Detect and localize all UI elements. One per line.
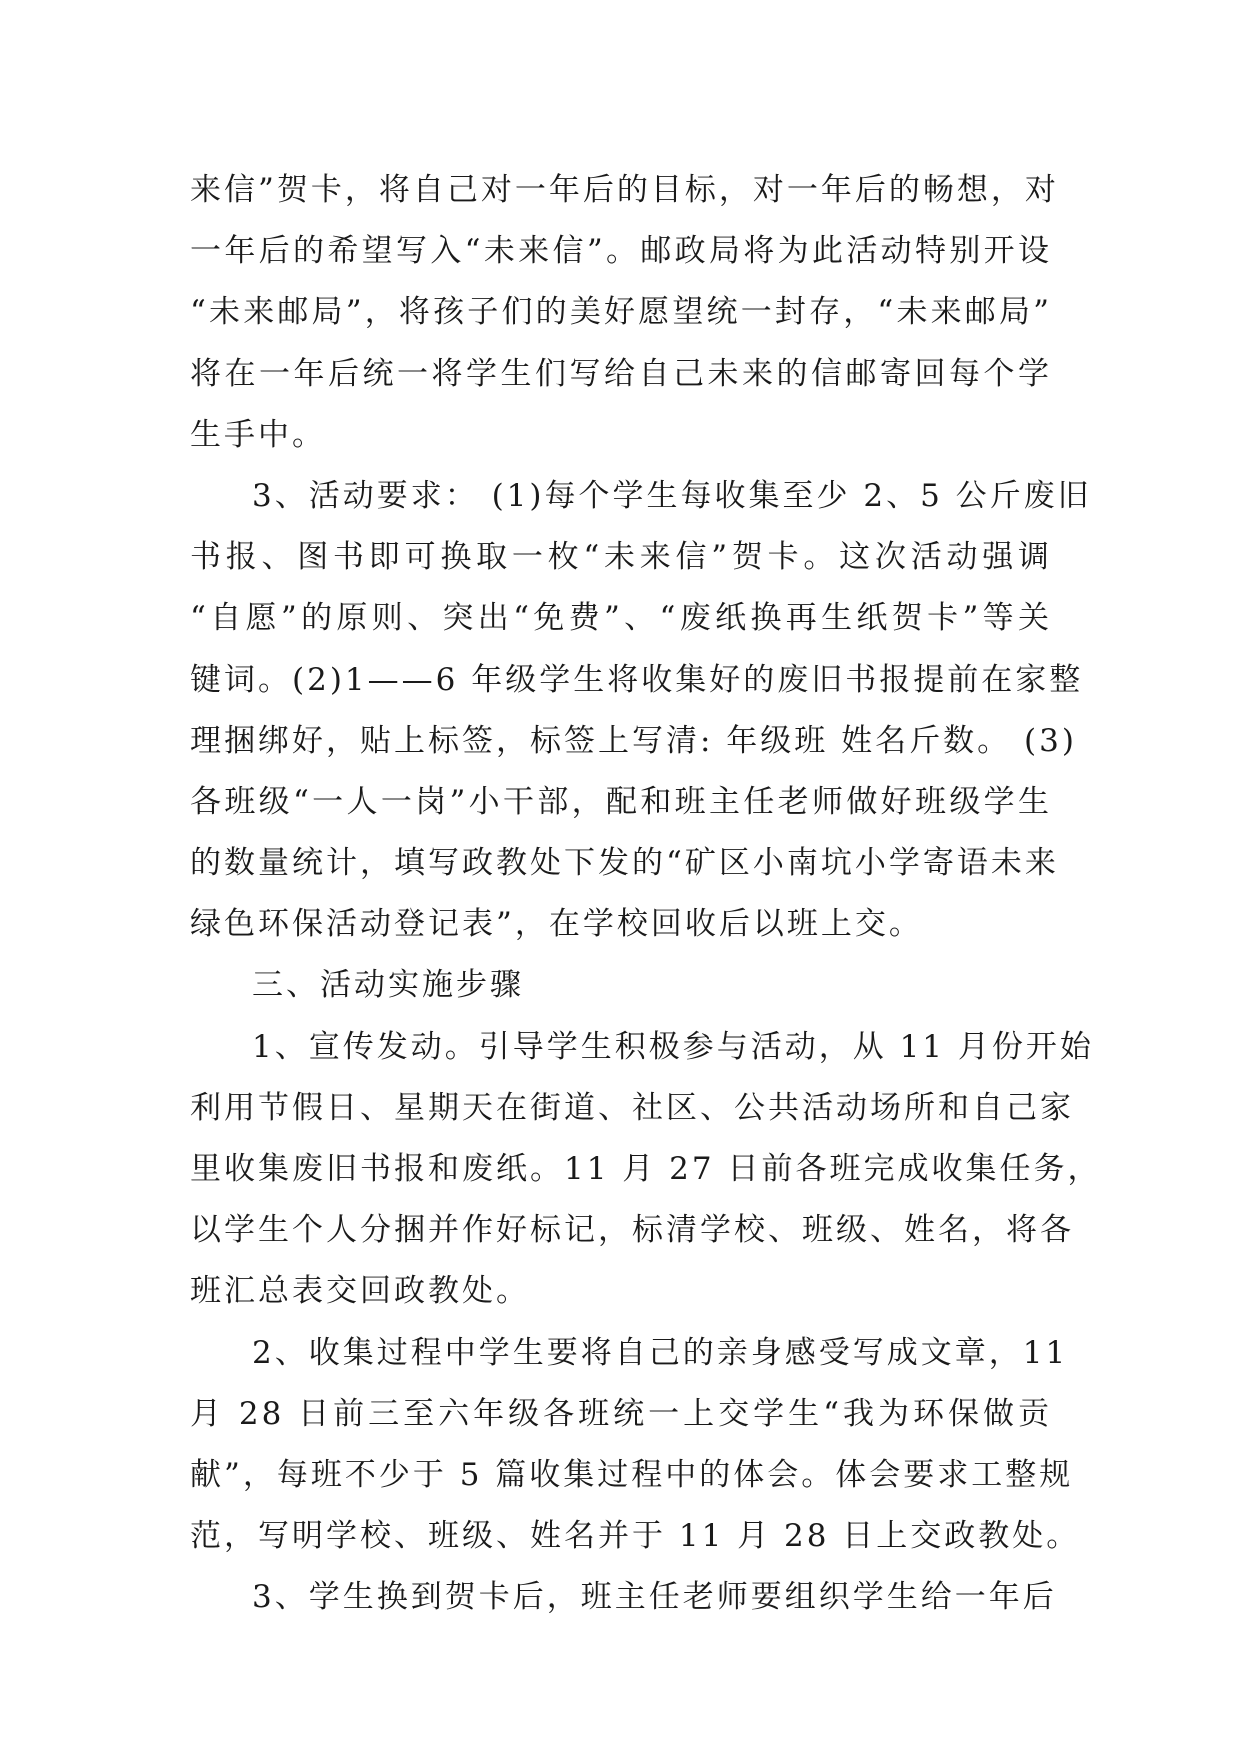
text-line: 将在一年后统一将学生们写给自己未来的信邮寄回每个学	[190, 355, 1052, 392]
text-line: 来信”贺卡，将自己对一年后的目标，对一年后的畅想，对	[190, 172, 1059, 208]
text-line: 班汇总表交回政教处。	[190, 1273, 530, 1310]
text-line: “自愿”的原则、突出“免费”、“废纸换再生纸贺卡”等关	[190, 600, 1052, 637]
text-line: 范，写明学校、班级、姓名并于 11 月 28 日上交政教处。	[190, 1518, 1081, 1555]
text-line: 3、活动要求： (1)每个学生每收集至少 2、5 公斤废旧	[252, 477, 1092, 514]
text-line: 各班级“一人一岗”小干部，配和班主任老师做好班级学生	[190, 783, 1052, 820]
section-heading: 三、活动实施步骤	[252, 967, 524, 1004]
body-text	[190, 160, 1102, 1629]
text-line: 理捆绑好，贴上标签，标签上写清: 年级班 姓名斤数。 (3)	[190, 722, 1077, 759]
text-line: 书报、图书即可换取一枚“未来信”贺卡。这次活动强调	[190, 539, 1052, 576]
text-line: 绿色环保活动登记表”，在学校回收后以班上交。	[190, 906, 923, 943]
text-line: 一年后的希望写入“未来信”。邮政局将为此活动特别开设	[190, 233, 1052, 270]
text-line: 的数量统计，填写政教处下发的“矿区小南坑小学寄语未来	[190, 845, 1059, 882]
text-line: 献”，每班不少于 5 篇收集过程中的体会。体会要求工整规	[190, 1456, 1074, 1493]
text-line: 1、宣传发动。引导学生积极参与活动，从 11 月份开始	[252, 1028, 1094, 1065]
text-line: 以学生个人分捆并作好标记，标清学校、班级、姓名，将各	[190, 1212, 1074, 1249]
text-line: 3、学生换到贺卡后，班主任老师要组织学生给一年后	[252, 1579, 1057, 1616]
text-line: 2、收集过程中学生要将自己的亲身感受写成文章，11	[252, 1334, 1069, 1371]
text-line: 利用节假日、星期天在街道、社区、公共活动场所和自己家	[190, 1089, 1074, 1126]
text-line: 月 28 日前三至六年级各班统一上交学生“我为环保做贡	[190, 1395, 1052, 1432]
text-line: 生手中。	[190, 416, 326, 453]
text-line: “未来邮局”，将孩子们的美好愿望统一封存，“未来邮局”	[190, 294, 1052, 331]
text-line: 键词。(2)1——6 年级学生将收集好的废旧书报提前在家整	[190, 661, 1084, 698]
text-line: 里收集废旧书报和废纸。11 月 27 日前各班完成收集任务，	[190, 1151, 1102, 1187]
